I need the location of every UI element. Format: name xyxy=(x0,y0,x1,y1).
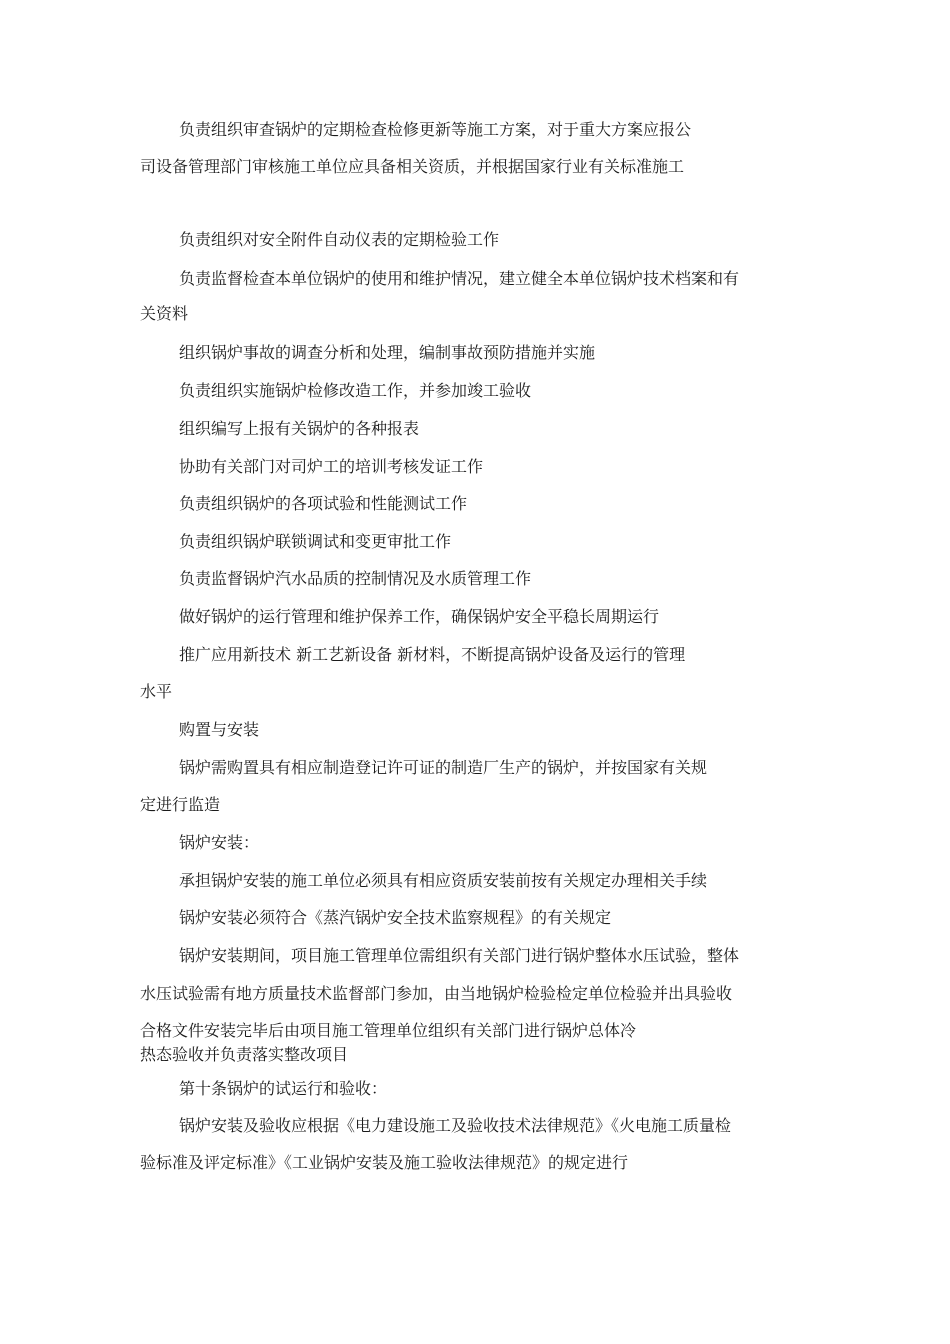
paragraph-line: 锅炉安装期间，项目施工管理单位需组织有关部门进行锅炉整体水压试验，整体 xyxy=(179,946,740,965)
paragraph-line: 负责监督锅炉汽水品质的控制情况及水质管理工作 xyxy=(179,569,532,588)
paragraph-line: 热态验收并负责落实整改项目 xyxy=(140,1045,349,1064)
paragraph-line: 做好锅炉的运行管理和维护保养工作，确保锅炉安全平稳长周期运行 xyxy=(179,607,660,626)
paragraph-line: 组织编写上报有关锅炉的各种报表 xyxy=(179,419,420,438)
paragraph-line: 司设备管理部门审核施工单位应具备相关资质，并根据国家行业有关标准施工 xyxy=(140,157,685,176)
paragraph-line: 合格文件安装完毕后由项目施工管理单位组织有关部门进行锅炉总体冷 xyxy=(140,1021,637,1040)
paragraph-line: 负责组织锅炉联锁调试和变更审批工作 xyxy=(179,532,452,551)
paragraph-line: 负责组织锅炉的各项试验和性能测试工作 xyxy=(179,494,468,513)
section-heading: 购置与安装 xyxy=(179,720,260,739)
paragraph-line: 定进行监造 xyxy=(140,795,221,814)
section-heading: 锅炉安装： xyxy=(179,833,260,852)
paragraph-line: 协助有关部门对司炉工的培训考核发证工作 xyxy=(179,457,484,476)
paragraph-line: 锅炉安装必须符合《蒸汽锅炉安全技术监察规程》的有关规定 xyxy=(179,908,612,927)
paragraph-line: 推广应用新技术 新工艺新设备 新材料，不断提高锅炉设备及运行的管理 xyxy=(179,645,686,664)
paragraph-line: 负责组织实施锅炉检修改造工作，并参加竣工验收 xyxy=(179,381,532,400)
paragraph-line: 水压试验需有地方质量技术监督部门参加，由当地锅炉检验检定单位检验并出具验收 xyxy=(140,984,733,1003)
paragraph-line: 锅炉需购置具有相应制造登记许可证的制造厂生产的锅炉，并按国家有关规 xyxy=(179,758,708,777)
section-heading: 第十条锅炉的试运行和验收： xyxy=(179,1079,388,1098)
paragraph-line: 锅炉安装及验收应根据《电力建设施工及验收技术法律规范》《火电施工质量检 xyxy=(179,1116,732,1135)
paragraph-line: 负责监督检查本单位锅炉的使用和维护情况，建立健全本单位锅炉技术档案和有 xyxy=(179,269,740,288)
paragraph-line: 组织锅炉事故的调查分析和处理，编制事故预防措施并实施 xyxy=(179,343,596,362)
paragraph-line: 承担锅炉安装的施工单位必须具有相应资质安装前按有关规定办理相关手续 xyxy=(179,871,708,890)
paragraph-line: 验标准及评定标准》《工业锅炉安装及施工验收法律规范》的规定进行 xyxy=(140,1153,629,1172)
paragraph-line: 关资料 xyxy=(140,304,189,323)
paragraph-line: 负责组织对安全附件自动仪表的定期检验工作 xyxy=(179,230,500,249)
paragraph-line: 水平 xyxy=(140,682,173,701)
paragraph-line: 负责组织审查锅炉的定期检查检修更新等施工方案，对于重大方案应报公 xyxy=(179,120,692,139)
